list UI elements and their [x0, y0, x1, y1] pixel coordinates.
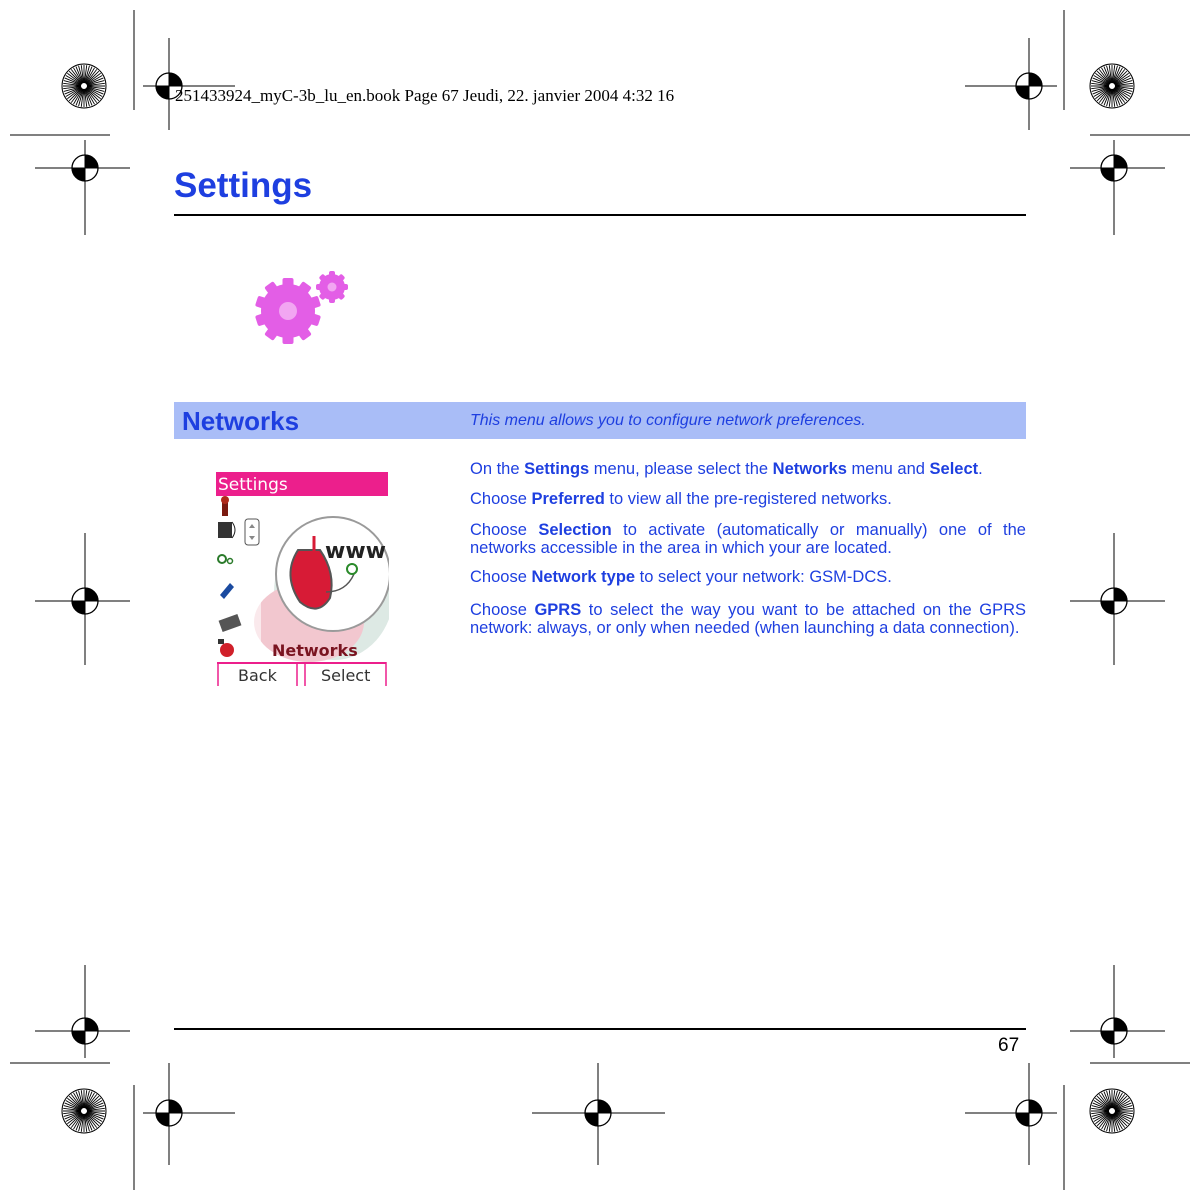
paragraph-preferred: Choose Preferred to view all the pre-registered networks. [470, 490, 892, 508]
book-header-line: 251433924_myC-3b_lu_en.book Page 67 Jeudi, 22. janvier 2004 4:32 16 [175, 86, 675, 105]
page-title: Settings [174, 166, 313, 205]
www-label: www [325, 539, 386, 564]
sunburst-mark [62, 1089, 106, 1133]
sunburst-mark [62, 64, 106, 108]
section-description: This menu allows you to configure network preferences. [470, 412, 866, 429]
footer-rule [174, 1028, 1026, 1030]
paragraph-intro: On the Settings menu, please select the Networks menu and Select. [470, 460, 983, 478]
paragraph-selection: Choose Selection to activate (automatically or manually) one of the networks accessible in the area in which your are located. [470, 521, 1026, 557]
section-title: Networks [182, 406, 300, 436]
phone-title: Settings [218, 475, 288, 495]
back-softkey[interactable]: Back [238, 666, 277, 685]
sunburst-mark [1090, 1089, 1134, 1133]
phone-screen [214, 472, 389, 687]
paragraph-network-type: Choose Network type to select your network: GSM-DCS. [470, 568, 892, 586]
sunburst-mark [1090, 64, 1134, 108]
settings-gear-icon [250, 265, 370, 350]
select-softkey[interactable]: Select [321, 666, 371, 685]
paragraph-gprs: Choose GPRS to select the way you want to be attached on the GPRS network: always, or only when needed (when launching a data connection). [470, 601, 1026, 637]
page-number: 67 [998, 1035, 1020, 1056]
title-rule [174, 214, 1026, 216]
selected-menu-item: Networks [272, 641, 358, 660]
